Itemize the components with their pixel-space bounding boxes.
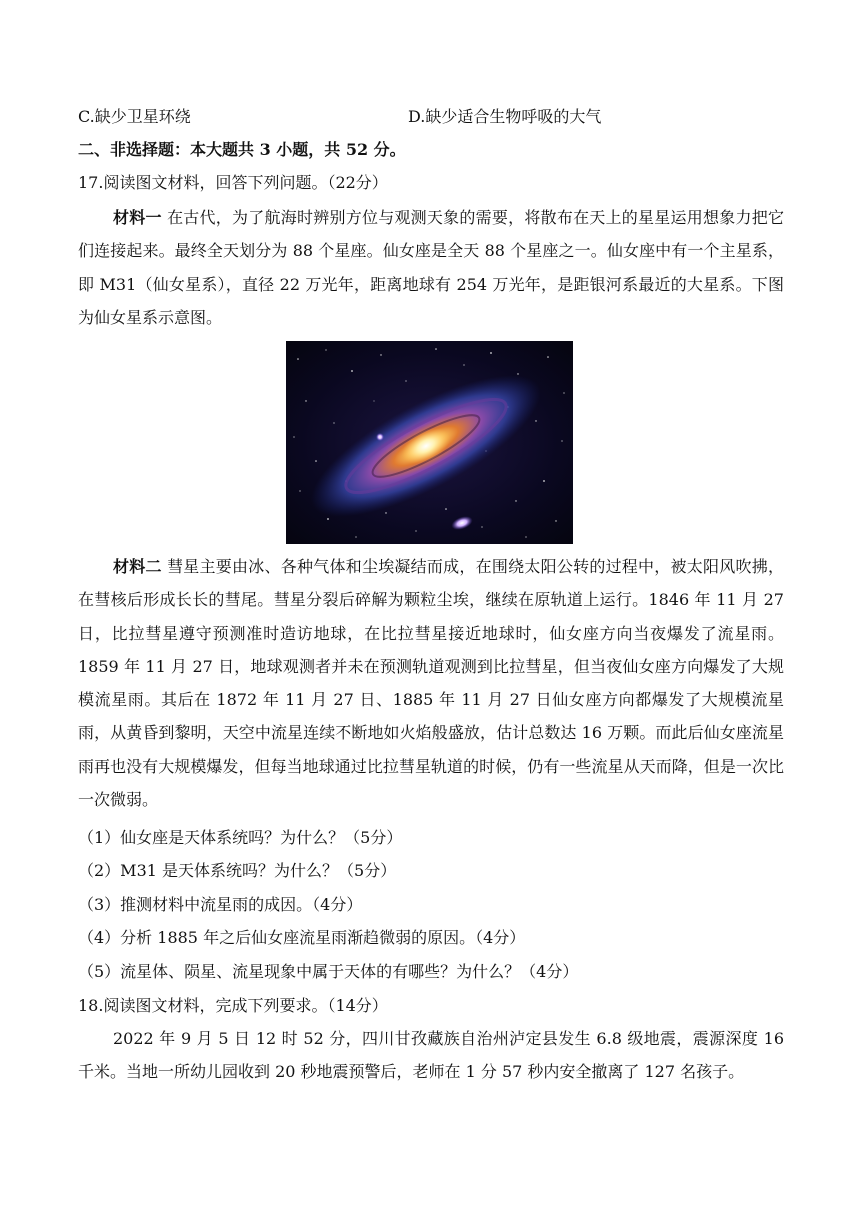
sub-question-4: （4）分析 1885 年之后仙女座流星雨渐趋微弱的原因。（4分） bbox=[78, 928, 526, 947]
sub-question-2: （2）M31 是天体系统吗？为什么？（5分） bbox=[78, 861, 397, 880]
material-1-label: 材料一 bbox=[113, 208, 162, 227]
question-17-title: 17.阅读图文材料，回答下列问题。（22分） bbox=[78, 173, 388, 192]
material-2-text: 彗星主要由冰、各种气体和尘埃凝结而成，在围绕太阳公转的过程中，被太阳风吹拂，在彗核后形成长长的彗尾。彗星分裂后碎解为颗粒尘埃，继续在原轨道上运行。1846 年 11 月 27 日，比拉彗星遵守预测准时造访地球，在比拉彗星接近地球时，仙女座方向当夜爆发了流星雨。1859 年 11 月 27 日，地球观测者并未在预测轨道观测到比拉彗星，但当夜仙女座方向爆发了大规模流星雨。其后在 1872 年 11 月 27 日、1885 年 11 月 27 日仙女座方向都爆发了大规模流星雨，从黄昏到黎明，天空中流星连续不断地如火焰般盛放，估计总数达 16 万颗。而此后仙女座流星雨再也没有大规模爆发，但每当地球通过比拉彗星轨道的时候，仍有一些流星从天而降，但是一次比一次微弱。 bbox=[78, 557, 784, 810]
sub-question-1: （1）仙女座是天体系统吗？为什么？（5分） bbox=[78, 828, 403, 847]
satellite-galaxy-m32 bbox=[376, 433, 384, 441]
galaxy-illustration bbox=[286, 341, 573, 544]
option-d: D.缺少适合生物呼吸的大气 bbox=[408, 107, 602, 126]
section-heading: 二、非选择题：本大题共 3 小题，共 52 分。 bbox=[78, 140, 406, 159]
question-18-material: 2022 年 9 月 5 日 12 时 52 分，四川甘孜藏族自治州泸定县发生 6.8 级地震，震源深度 16 千米。当地一所幼儿园收到 20 秒地震预警后，老师在 1 分 57 秒内安全撤离了 127 名孩子。 bbox=[78, 1029, 784, 1082]
sub-question-3: （3）推测材料中流星雨的成因。（4分） bbox=[78, 895, 363, 914]
galaxy-photo bbox=[286, 341, 573, 544]
material-1-text: 在古代，为了航海时辨别方位与观测天象的需要，将散布在天上的星星运用想象力把它们连接起来。最终全天划分为 88 个星座。仙女座是全天 88 个星座之一。仙女座中有一个主星系，即 M31（仙女星系），直径 22 万光年，距离地球有 254 万光年，是距银河系最近的大星系。下图为仙女星系示意图。 bbox=[78, 208, 784, 327]
material-2-label: 材料二 bbox=[113, 557, 162, 576]
option-c: C.缺少卫星环绕 bbox=[78, 107, 191, 126]
sub-question-5: （5）流星体、陨星、流星现象中属于天体的有哪些？为什么？（4分） bbox=[78, 962, 579, 981]
question-17-material-1 bbox=[78, 201, 784, 334]
question-18-title: 18.阅读图文材料，完成下列要求。（14分） bbox=[78, 996, 388, 1015]
question-17-material-2 bbox=[78, 550, 784, 816]
